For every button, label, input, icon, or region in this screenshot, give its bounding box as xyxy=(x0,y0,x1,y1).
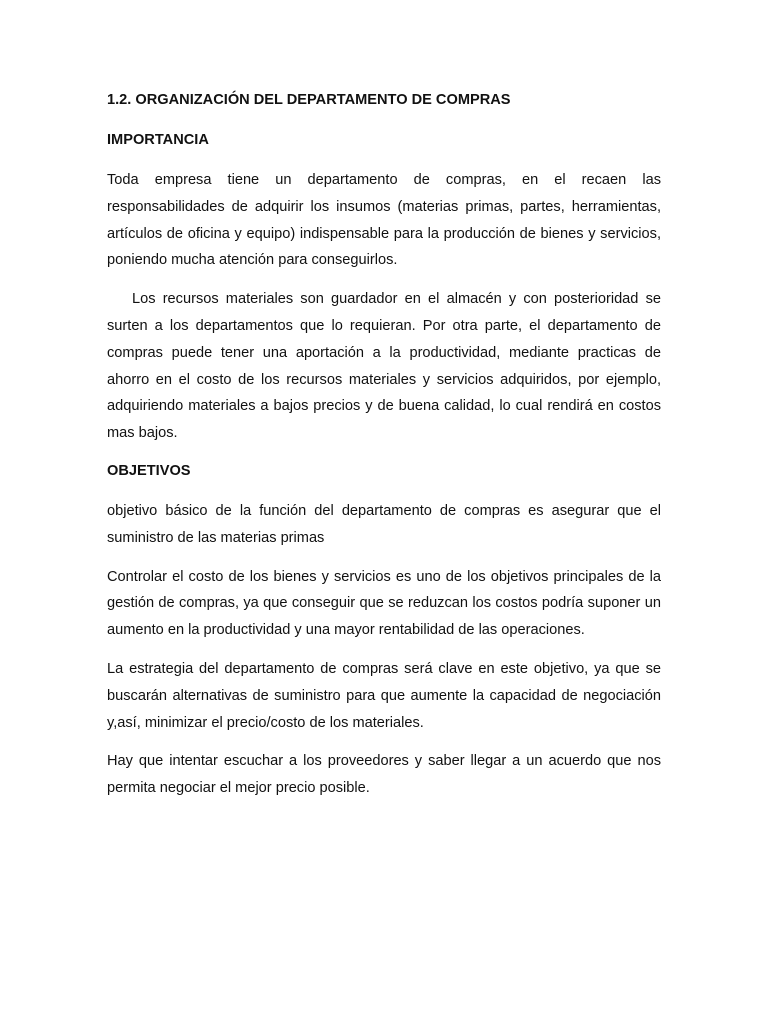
section-heading-importancia: IMPORTANCIA xyxy=(107,132,209,148)
paragraph-importancia-1: Toda empresa tiene un departamento de compras, en el recaen las responsabilidades de adquirir los insumos (materias primas, partes, herramientas, artículos de oficina y equipo) indispensable para la producción de bienes y servicios, poniendo mucha atención para conseguirlos. xyxy=(107,172,661,269)
section-heading-objetivos: OBJETIVOS xyxy=(107,462,191,479)
paragraph-objetivos-2: Controlar el costo de los bienes y servicios es uno de los objetivos principales de la gestión de compras, ya que conseguir que se reduzcan los costos podría suponer un aumento en la productividad y una mayor rentabilidad de las operaciones. xyxy=(107,568,661,639)
paragraph-objetivos-3: La estrategia del departamento de compras será clave en este objetivo, ya que se buscarán alternativas de suministro para que aumente la capacidad de negociación y,así, minimizar el precio/costo de los materiales. xyxy=(107,660,661,731)
paragraph-importancia-2: Los recursos materiales son guardador en el almacén y con posterioridad se surten a los departamentos que lo requieran. Por otra parte, el departamento de compras puede tener una aportación a la productividad, mediante practicas de ahorro en el costo de los recursos materiales y servicios adquiridos, por ejemplo, adquiriendo materiales a bajos precios y de buena calidad, lo cual rendirá en costos mas bajos. xyxy=(107,291,661,442)
paragraph-objetivos-4: Hay que intentar escuchar a los proveedores y saber llegar a un acuerdo que nos permita negociar el mejor precio posible. xyxy=(107,753,661,797)
document-title: 1.2. ORGANIZACIÓN DEL DEPARTAMENTO DE COMPRAS xyxy=(107,92,511,108)
paragraph-objetivos-1: objetivo básico de la función del departamento de compras es asegurar que el suministro de las materias primas xyxy=(107,502,661,546)
